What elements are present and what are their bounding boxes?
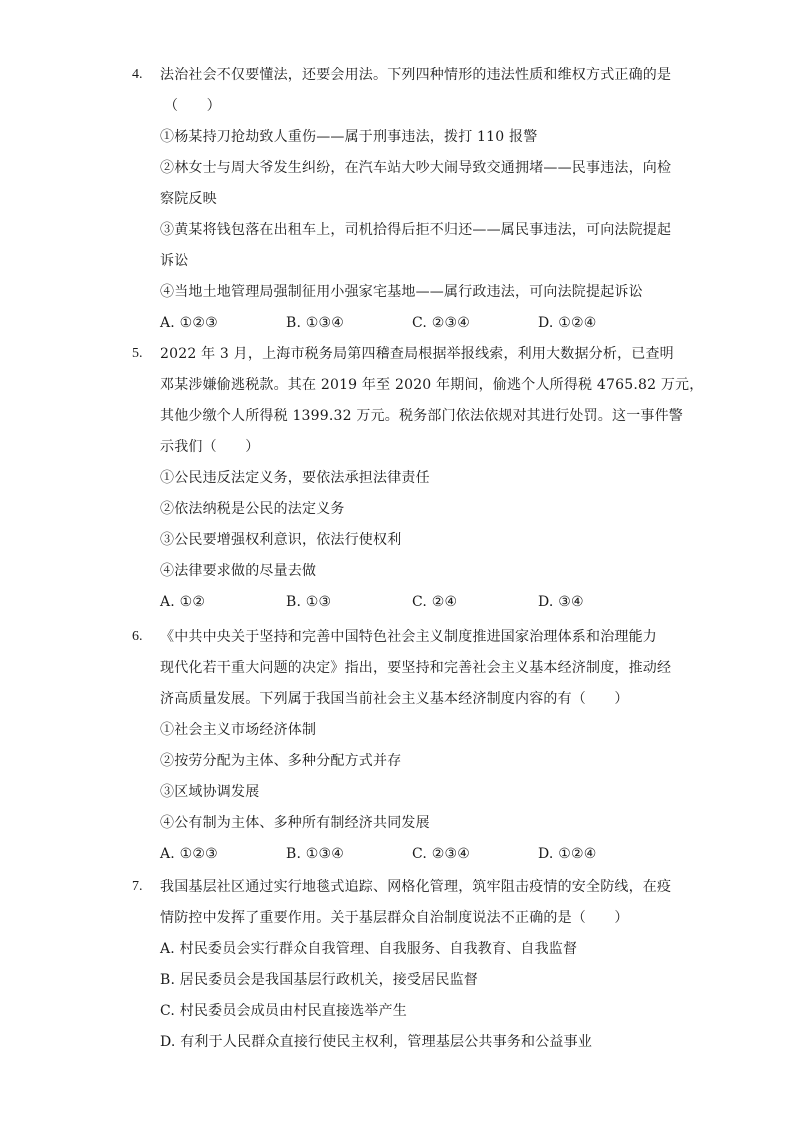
statement-item: ③黄某将钱包落在出租车上，司机拾得后拒不归还——属民事违法，可向法院提起 xyxy=(160,222,672,238)
option-b[interactable]: B. ①③ xyxy=(286,594,332,610)
question-stem-line: 邓某涉嫌偷逃税款。其在 2019 年至 2020 年期间，偷逃个人所得税 4765.82 万元， xyxy=(160,377,704,393)
question-6 xyxy=(132,622,672,870)
option-a[interactable]: A. ①②③ xyxy=(160,315,218,331)
statement-item-continued: 察院反映 xyxy=(160,191,217,207)
question-4 xyxy=(132,60,672,339)
question-number: 6. xyxy=(132,629,143,644)
question-stem-line: 济高质量发展。下列属于我国当前社会主义基本经济制度内容的有（ ） xyxy=(160,691,629,707)
option-b[interactable]: B. ①③④ xyxy=(286,846,345,862)
option-a[interactable]: A. ①② xyxy=(160,594,206,610)
option-b[interactable]: B. 居民委员会是我国基层行政机关，接受居民监督 xyxy=(160,972,478,988)
option-c[interactable]: C. 村民委员会成员由村民直接选举产生 xyxy=(160,1003,407,1019)
question-stem-line: 现代化若干重大问题的决定》指出，要坚持和完善社会主义基本经济制度，推动经 xyxy=(160,660,672,676)
statement-item: ②依法纳税是公民的法定义务 xyxy=(160,501,345,517)
statement-item: ②按劳分配为主体、多种分配方式并存 xyxy=(160,753,402,769)
question-stem-line: 法治社会不仅要懂法，还要会用法。下列四种情形的违法性质和维权方式正确的是 xyxy=(160,67,672,83)
option-b[interactable]: B. ①③④ xyxy=(286,315,345,331)
question-5 xyxy=(132,339,704,618)
question-stem-line: 情防控中发挥了重要作用。关于基层群众自治制度说法不正确的是（ ） xyxy=(160,910,629,926)
option-d[interactable]: D. 有利于人民群众直接行使民主权利，管理基层公共事务和公益事业 xyxy=(160,1034,593,1050)
option-row xyxy=(160,587,672,618)
question-number: 4. xyxy=(132,67,143,82)
option-d[interactable]: D. ①②④ xyxy=(538,846,597,862)
question-7 xyxy=(132,872,672,1058)
question-stem-line: 其他少缴个人所得税 1399.32 万元。税务部门依法依规对其进行处罚。这一事件警 xyxy=(160,408,683,424)
option-d[interactable]: D. ①②④ xyxy=(538,315,597,331)
statement-item: ①社会主义市场经济体制 xyxy=(160,722,317,738)
option-c[interactable]: C. ②③④ xyxy=(412,315,470,331)
statement-item: ②林女士与周大爷发生纠纷，在汽车站大吵大闹导致交通拥堵——民事违法，向检 xyxy=(160,160,672,176)
statement-item-continued: 诉讼 xyxy=(160,253,189,269)
question-stem-line: 2022 年 3 月，上海市税务局第四稽查局根据举报线索，利用大数据分析，已查明 xyxy=(160,346,674,362)
answer-bracket: （ ） xyxy=(164,98,221,114)
question-number: 5. xyxy=(132,346,143,361)
statement-item: ①杨某持刀抢劫致人重伤——属于刑事违法，拨打 110 报警 xyxy=(160,129,538,145)
question-number: 7. xyxy=(132,879,143,894)
option-row xyxy=(160,839,672,870)
statement-item: ④公有制为主体、多种所有制经济共同发展 xyxy=(160,815,430,831)
option-d[interactable]: D. ③④ xyxy=(538,594,584,610)
question-stem-line: 我国基层社区通过实行地毯式追踪、网格化管理，筑牢阻击疫情的安全防线，在疫 xyxy=(160,879,672,895)
statement-item: ③区域协调发展 xyxy=(160,784,260,800)
statement-item: ④法律要求做的尽量去做 xyxy=(160,563,317,579)
question-stem-line: 示我们（ ） xyxy=(160,439,260,455)
option-c[interactable]: C. ②③④ xyxy=(412,846,470,862)
statement-item: ③公民要增强权利意识，依法行使权利 xyxy=(160,532,402,548)
statement-item: ④当地土地管理局强制征用小强家宅基地——属行政违法，可向法院提起诉讼 xyxy=(160,284,643,300)
statement-item: ①公民违反法定义务，要依法承担法律责任 xyxy=(160,470,430,486)
option-a[interactable]: A. ①②③ xyxy=(160,846,218,862)
option-c[interactable]: C. ②④ xyxy=(412,594,458,610)
option-a[interactable]: A. 村民委员会实行群众自我管理、自我服务、自我教育、自我监督 xyxy=(160,941,578,957)
question-stem-line: 《中共中央关于坚持和完善中国特色社会主义制度推进国家治理体系和治理能力 xyxy=(160,629,657,645)
option-row xyxy=(160,308,672,339)
